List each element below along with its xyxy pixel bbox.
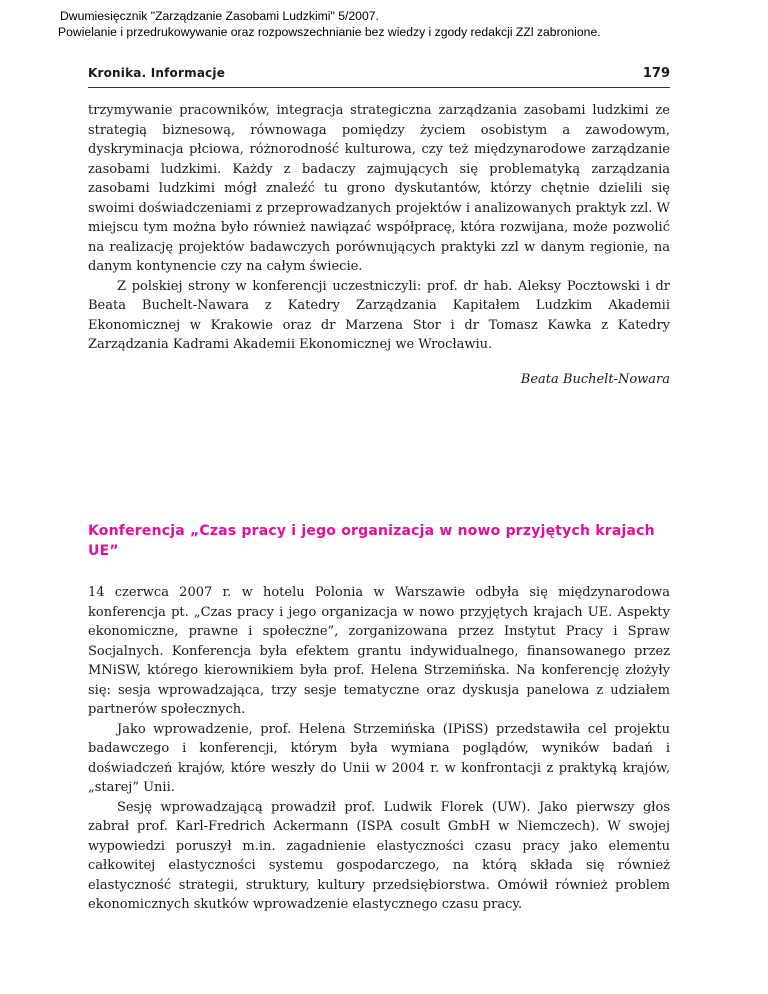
paragraph: trzymywanie pracowników, integracja strategiczna zarządzania zasobami ludzkimi ze strategią biznesową, równowaga pomiędzy życiem osobistym a zawodowym, dyskryminacja płciowa, różnorodność kulturowa, czy też międzynarodowe zarządzanie zasobami ludzkimi. Każdy z badaczy zajmujących się problematyką zarządzania zasobami ludzkimi mógł znaleźć tu grono dyskutantów, którzy chętnie dzielili się swoimi doświadczeniami z przeprowadzanych projektów i analizowanych praktyk zzl. W miejscu tym można było również nawiązać współpracę, która rozwijana, może pozwolić na realizację projektów badawczych porównujących praktyki zzl w danym regionie, na danym kontynencie czy na całym świecie. xyxy=(88,103,670,274)
article-2-title: Konferencja „Czas pracy i jego organizacja w nowo przyjętych krajach UE” xyxy=(88,523,655,559)
author-signature: Beata Buchelt-Nowara xyxy=(520,372,670,387)
notice-line-2: Powielanie i przedrukowywanie oraz rozpowszechnianie bez wiedzy i zgody redakcji ZZl zabronione. xyxy=(58,25,601,39)
running-header xyxy=(88,66,670,84)
header-divider xyxy=(88,87,670,88)
copyright-notice xyxy=(0,8,768,40)
section-title: Kronika. Informacje xyxy=(88,66,226,80)
article-2-body xyxy=(88,583,670,915)
article-1-body xyxy=(88,101,670,355)
page-number: 179 xyxy=(642,66,670,81)
paragraph: Sesję wprowadzającą prowadził prof. Ludwik Florek (UW). Jako pierwszy głos zabrał prof. Karl-Fredrich Ackermann (ISPA cosult GmbH w Niemczech). W swojej wypowiedzi poruszył m.in. zagadnienie elastyczności czasu pracy jako elementu całkowitej elastyczności systemu gospodarczego, na którą składa się również elastyczność strategii, struktury, kultury przedsiębiorstwa. Omówił również problem ekonomicznych skutków wprowadzenie elastycznego czasu pracy. xyxy=(88,799,670,912)
paragraph: Z polskiej strony w konferencji uczestniczyli: prof. dr hab. Aleksy Pocztowski i dr Beata Buchelt-Nawara z Katedry Zarządzania Kapitałem Ludzkim Akademii Ekonomicznej w Krakowie oraz dr Marzena Stor i dr Tomasz Kawka z Katedry Zarządzania Kadrami Akademii Ekonomicznej we Wrocławiu. xyxy=(88,278,670,352)
notice-line-1: Dwumiesięcznik "Zarządzanie Zasobami Ludzkimi" 5/2007. xyxy=(60,9,379,23)
paragraph: Jako wprowadzenie, prof. Helena Strzemińska (IPiSS) przedstawiła cel projektu badawczego i konferencji, którym była wymiana poglądów, wyników badań i doświadczeń krajów, które weszły do Unii w 2004 r. w konfrontacji z praktyką krajów, „starej” Unii. xyxy=(88,721,670,795)
paragraph: 14 czerwca 2007 r. w hotelu Polonia w Warszawie odbyła się międzynarodowa konferencja pt. „Czas pracy i jego organizacja w nowo przyjętych krajach UE. Aspekty ekonomiczne, prawne i społeczne”, zorganizowana przez Instytut Pracy i Spraw Socjalnych. Konferencja była efektem grantu indywidualnego, finansowanego przez MNiSW, którego kierownikiem była prof. Helena Strzemińska. Na konferencję złożyły się: sesja wprowadzająca, trzy sesje tematyczne oraz dyskusja panelowa z udziałem partnerów społecznych. xyxy=(88,585,670,717)
